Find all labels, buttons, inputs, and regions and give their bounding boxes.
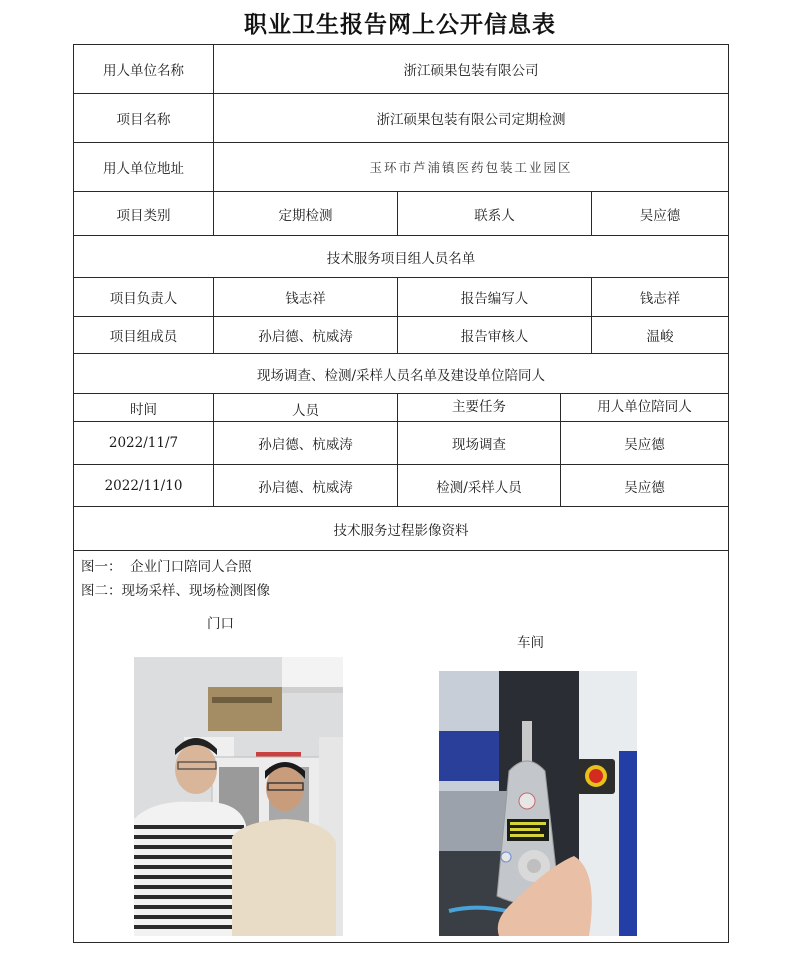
section-header-text: 技术服务过程影像资料	[333, 522, 469, 539]
cell-text: 吴应德	[624, 479, 665, 496]
entrance-group-photo	[134, 657, 343, 936]
project-leader-label	[73, 277, 214, 317]
table-row-2-personnel	[213, 464, 398, 507]
label-text: 项目负责人	[109, 291, 178, 307]
cell-text: 孙启德、杭威涛	[258, 437, 353, 453]
team-members-label	[73, 316, 214, 354]
caption-figure-2: 图二：现场采样、现场检测图像	[81, 583, 270, 599]
value-text: 钱志祥	[285, 291, 326, 307]
value-text: 玉环市芦浦镇医药包装工业园区	[369, 160, 573, 175]
table-row-1-task	[397, 421, 561, 465]
value-text: 钱志祥	[639, 291, 681, 307]
project-name-value	[213, 93, 729, 143]
value-text: 浙江硕果包装有限公司	[403, 63, 539, 79]
photo-label-workshop: 车间	[517, 635, 544, 651]
label-text: 用人单位地址	[103, 161, 184, 177]
cell-text: 孙启德、杭威涛	[258, 479, 353, 496]
company-address-value	[213, 142, 729, 192]
column-header-personnel	[213, 393, 398, 422]
cell-text: 2022/11/7	[108, 435, 179, 451]
label-text: 项目组成员	[109, 329, 178, 345]
value-text: 吴应德	[639, 207, 681, 224]
value-text: 浙江硕果包装有限公司定期检测	[376, 112, 566, 128]
company-name-value	[213, 44, 729, 94]
company-address-label	[73, 142, 214, 192]
header-text: 用人单位陪同人	[597, 399, 692, 415]
column-header-escort	[560, 393, 729, 422]
photo-label-entrance: 门口	[207, 616, 234, 632]
label-text: 项目名称	[116, 112, 171, 128]
value-text: 定期检测	[278, 207, 333, 224]
caption-figure-1: 图一： 企业门口陪同人合照	[81, 559, 252, 575]
column-header-time	[73, 393, 214, 422]
section-header-text: 技术服务项目组人员名单	[326, 250, 476, 267]
report-writer-label	[397, 277, 592, 317]
contact-value	[591, 191, 729, 236]
media-section-header	[73, 506, 729, 551]
team-members-value	[213, 316, 398, 354]
cell-text: 现场调查	[452, 437, 506, 453]
value-text: 温峻	[646, 329, 674, 345]
report-writer-value	[591, 277, 729, 317]
workshop-measurement-photo	[439, 671, 637, 936]
project-leader-value	[213, 277, 398, 317]
project-type-value	[213, 191, 398, 236]
label-text: 项目类别	[116, 207, 171, 224]
cell-text: 2022/11/10	[104, 477, 183, 494]
table-row-2-time	[73, 464, 214, 507]
workshop-photo-illustration	[439, 671, 637, 936]
project-name-label	[73, 93, 214, 143]
cell-text: 吴应德	[624, 437, 665, 453]
column-header-main-task	[397, 393, 561, 422]
table-row-1-personnel	[213, 421, 398, 465]
table-row-1-escort	[560, 421, 729, 465]
table-row-1-time	[73, 421, 214, 465]
section-header-text: 现场调查、检测/采样人员名单及建设单位陪同人	[256, 367, 546, 384]
project-type-label	[73, 191, 214, 236]
table-row-2-escort	[560, 464, 729, 507]
header-text: 时间	[130, 401, 157, 418]
value-text: 孙启德、杭威涛	[258, 329, 353, 345]
company-name-label	[73, 44, 214, 94]
report-reviewer-label	[397, 316, 592, 354]
page-title: 职业卫生报告网上公开信息表	[244, 12, 556, 38]
header-text: 主要任务	[452, 399, 506, 415]
label-text: 用人单位名称	[103, 63, 184, 79]
report-reviewer-value	[591, 316, 729, 354]
header-text: 人员	[292, 403, 319, 419]
table-row-2-task	[397, 464, 561, 507]
contact-label	[397, 191, 592, 236]
label-text: 报告编写人	[460, 291, 529, 307]
entrance-photo-illustration	[134, 657, 343, 936]
team-section-header	[73, 235, 729, 278]
cell-text: 检测/采样人员	[436, 479, 522, 496]
survey-section-header	[73, 353, 729, 394]
label-text: 联系人	[474, 207, 515, 224]
label-text: 报告审核人	[460, 329, 529, 345]
